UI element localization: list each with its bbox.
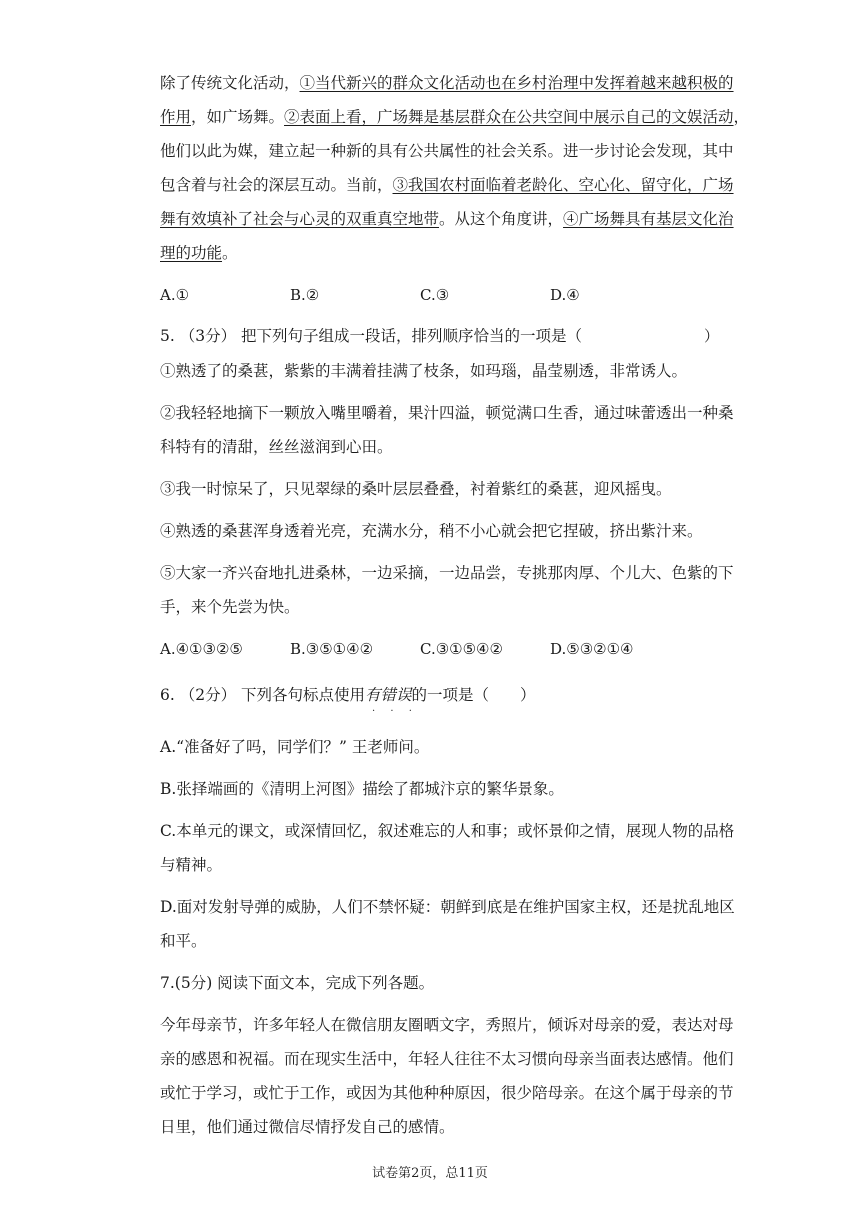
q6-emphasis-dots: · · ·	[372, 706, 418, 717]
q5-stem: 5. （3分） 把下列句子组成一段话，排列顺序恰当的一项是（	[160, 327, 583, 345]
q4-passage-line-4: 包含着与社会的深层互动。当前，③我国农村面临着老龄化、空心化、留守化，广场	[160, 176, 734, 194]
q5-option-d[interactable]: D.⑤③②①④	[550, 640, 634, 658]
q4-passage-line-3: 他们以此为媒，建立起一种新的具有公共属性的社会关系。进一步讨论会发现，其中	[160, 142, 734, 160]
page-footer: 试卷第2页，总11页	[372, 1166, 488, 1181]
q4-option-a[interactable]: A.①	[160, 286, 190, 304]
q5-option-c[interactable]: C.③①⑤④②	[420, 640, 503, 658]
q5-sentence-1: ①熟透了的桑葚，紫紫的丰满着挂满了枝条，如玛瑙，晶莹剔透，非常诱人。	[160, 362, 688, 380]
q4-option-c[interactable]: C.③	[420, 286, 450, 304]
q4-passage-line-2: 作用，如广场舞。②表面上看，广场舞是基层群众在公共空间中展示自己的文娱活动，	[160, 108, 750, 126]
q6-emphasis: 有错误	[365, 686, 412, 704]
q5-stem-close: ）	[704, 327, 720, 345]
q6-option-a[interactable]: A.“准备好了吗，同学们？” 王老师问。	[160, 738, 430, 756]
q4-passage-line-5: 舞有效填补了社会与心灵的双重真空地带。从这个角度讲，④广场舞具有基层文化治	[160, 210, 734, 228]
q6-option-c-line-1[interactable]: C.本单元的课文，或深情回忆，叙述难忘的人和事；或怀景仰之情，展现人物的品格	[160, 822, 735, 840]
q6-stem: 6. （2分） 下列各句标点使用有错误的一项是（ ）	[160, 686, 536, 704]
q7-paragraph-line-4: 日里，他们通过微信尽情抒发自己的感情。	[160, 1118, 455, 1136]
q5-sentence-2a: ②我轻轻地摘下一颗放入嘴里嚼着，果汁四溢，顿觉满口生香，通过味蕾透出一种桑	[160, 404, 734, 422]
q4-option-d[interactable]: D.④	[550, 286, 580, 304]
q6-option-b[interactable]: B.张择端画的《清明上河图》描绘了都城汴京的繁华景象。	[160, 780, 564, 798]
q7-paragraph-line-2: 亲的感恩和祝福。而在现实生活中，年轻人往往不太习惯向母亲当面表达感情。他们	[160, 1050, 734, 1068]
q5-sentence-4: ④熟透的桑葚浑身透着光亮，充满水分，稍不小心就会把它捏破，挤出紫汁来。	[160, 522, 703, 540]
q4-passage-line-1: 除了传统文化活动，①当代新兴的群众文化活动也在乡村治理中发挥着越来越积极的	[160, 74, 734, 92]
q7-paragraph-line-3: 或忙于学习，或忙于工作，或因为其他种种原因，很少陪母亲。在这个属于母亲的节	[160, 1084, 734, 1102]
q5-option-b[interactable]: B.③⑤①④②	[290, 640, 374, 658]
q5-sentence-2b: 科特有的清甜，丝丝滋润到心田。	[160, 438, 393, 456]
q5-sentence-5a: ⑤大家一齐兴奋地扎进桑林，一边采摘，一边品尝，专挑那肉厚、个儿大、色紫的下	[160, 564, 734, 582]
q7-paragraph-line-1: 今年母亲节，许多年轻人在微信朋友圈晒文字，秀照片，倾诉对母亲的爱，表达对母	[160, 1016, 734, 1034]
q7-stem: 7.(5分) 阅读下面文本，完成下列各题。	[160, 974, 435, 992]
q4-passage-line-6: 理的功能。	[160, 244, 238, 262]
q5-option-a[interactable]: A.④①③②⑤	[160, 640, 243, 658]
q6-option-d-line-1[interactable]: D.面对发射导弹的威胁，人们不禁怀疑：朝鲜到底是在维护国家主权，还是扰乱地区	[160, 898, 735, 916]
q6-option-d-line-2[interactable]: 和平。	[160, 932, 207, 950]
q5-sentence-5b: 手，来个先尝为快。	[160, 598, 300, 616]
q5-sentence-3: ③我一时惊呆了，只见翠绿的桑叶层层叠叠，衬着紫红的桑葚，迎风摇曳。	[160, 480, 672, 498]
q4-option-b[interactable]: B.②	[290, 286, 320, 304]
q6-option-c-line-2[interactable]: 与精神。	[160, 856, 223, 874]
